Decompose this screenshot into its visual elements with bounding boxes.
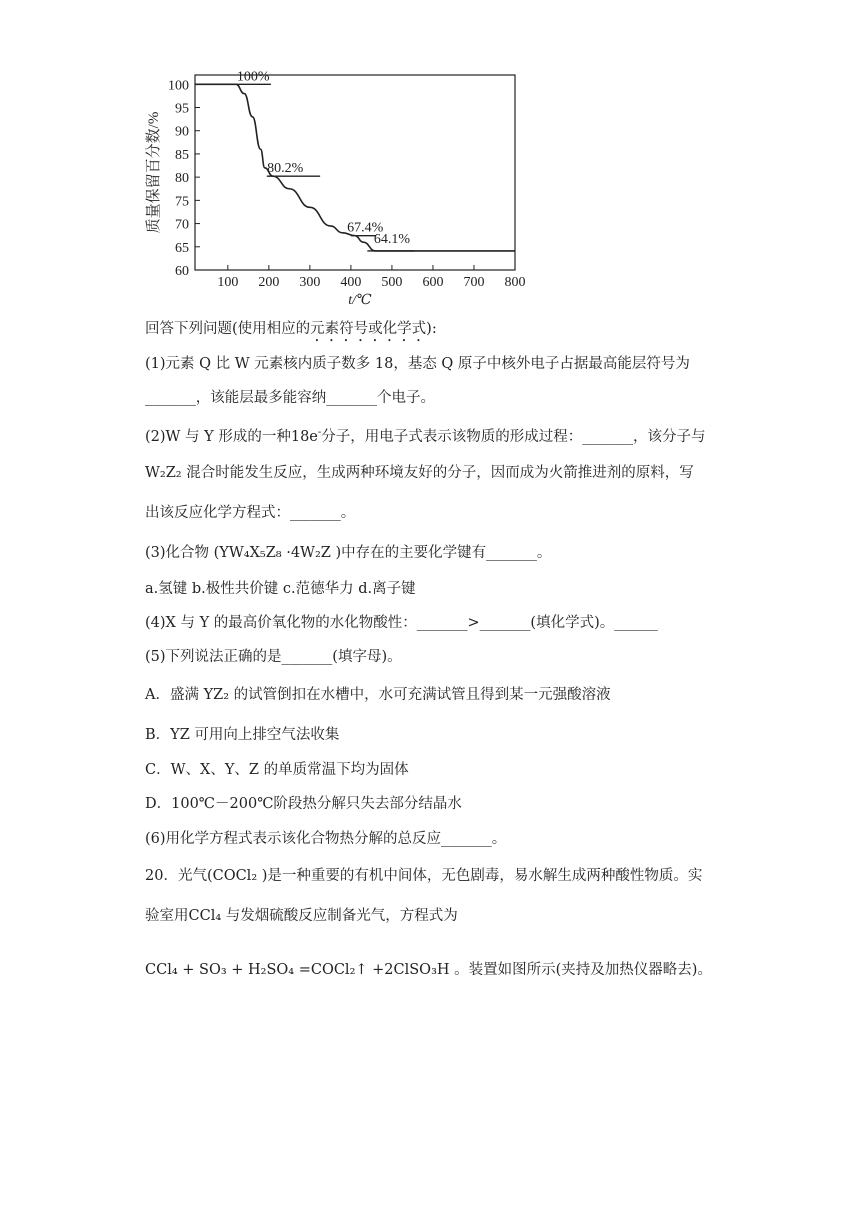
x-tick-label: 800 (504, 275, 526, 290)
q5-option-a (145, 685, 611, 705)
x-tick-label: 200 (258, 275, 280, 290)
q2-text-a2: 分子，用电子式表示该物质的形成过程：_______，该分子与 (321, 428, 706, 445)
y-tick-label: 75 (175, 194, 189, 210)
q1-line-2 (145, 388, 435, 408)
y-tick-label: 60 (175, 264, 189, 279)
q20-text-b: 验室用CCl₄ 与发烟硫酸反应制备光气，方程式为 (145, 908, 458, 924)
q4-line (145, 613, 658, 633)
x-axis-label: t/℃ (348, 293, 372, 308)
x-tick-label: 400 (340, 275, 362, 290)
q2-minus-sup: - (317, 427, 322, 438)
x-tick-label: 300 (299, 275, 321, 290)
q6-text: (6)用化学方程式表示该化合物热分解的总反应_______。 (145, 831, 507, 847)
q2-text-b: W₂Z₂ 混合时能发生反应，生成两种环境友好的分子，因而成为火箭推进剂的原料，写 (145, 465, 694, 481)
x-tick-label: 100 (217, 275, 239, 290)
x-tick-label: 700 (463, 275, 485, 290)
q5-option-c (145, 760, 409, 780)
q5-a-text: A．盛满 YZ₂ 的试管倒扣在水槽中，水可充满试管且得到某一元强酸溶液 (145, 687, 611, 703)
q2-text-c: 出该反应化学方程式：_______。 (145, 505, 356, 521)
q20-text-c: CCl₄ + SO₃ + H₂SO₄ =COCl₂↑ +2ClSO₃H 。装置如图所示(夹持及加热仪器略去)。 (145, 962, 712, 978)
y-axis-label: 质量保留百分数/% (146, 111, 162, 234)
plot-frame (195, 75, 515, 270)
q2-text-a1: (2)W 与 Y 形成的一种 (145, 428, 291, 445)
q3-options-text: a.氢键 b.极性共价键 c.范德华力 d.离子键 (145, 581, 416, 597)
thermogravimetric-chart (140, 70, 540, 310)
q20-line-1 (145, 866, 702, 886)
y-tick-label: 80 (175, 171, 189, 187)
q3-line (145, 543, 551, 563)
annotation-label: 80.2% (267, 161, 304, 177)
q5-d-text: D．100℃－200℃阶段热分解只失去部分结晶水 (145, 796, 462, 812)
chart-axes (195, 75, 515, 270)
x-tick-label: 500 (381, 275, 403, 290)
q20-text-a: 20．光气(COCl₂ )是一种重要的有机中间体，无色剧毒，易水解生成两种酸性物质。实 (145, 868, 703, 884)
intro-line (145, 319, 437, 345)
annotation-label: 64.1% (373, 231, 411, 247)
chart-ticks (168, 78, 526, 290)
q1-text-a: (1)元素 Q 比 W 元素核内质子数多 18，基态 Q 原子中核外电子占据最高能层符号为 (145, 356, 690, 372)
q20-line-3 (145, 960, 712, 980)
chart-svg (140, 70, 540, 310)
q1-text-b: _______，该能层最多能容纳_______个电子。 (145, 390, 435, 406)
q2-line-3 (145, 503, 355, 523)
q5-text: (5)下列说法正确的是_______(填字母)。 (145, 649, 402, 665)
q3-text: (3)化合物 (YW₄X₅Z₈ ·4W₂Z )中存在的主要化学键有_______。 (145, 545, 552, 561)
q2-18e: 18e (290, 428, 318, 445)
q2-line-1 (145, 423, 706, 447)
intro-text: 回答下列问题(使用相应的元素符号或化学式): (145, 321, 437, 337)
q20-line-2 (145, 906, 458, 926)
q6-line (145, 829, 506, 849)
annotation-label: 67.4% (347, 220, 384, 236)
q5-c-text: C．W、X、Y、Z 的单质常温下均为固体 (145, 762, 409, 778)
y-tick-label: 100 (168, 78, 189, 94)
q1-line-1 (145, 354, 690, 374)
q5-option-b (145, 725, 339, 745)
annotation-label: 100% (236, 69, 270, 85)
y-tick-label: 90 (175, 124, 189, 140)
q2-line-2 (145, 463, 694, 483)
q5-line (145, 647, 402, 667)
y-tick-label: 95 (175, 101, 189, 117)
y-tick-label: 65 (175, 240, 189, 256)
y-tick-label: 85 (175, 147, 189, 163)
q4-text: (4)X 与 Y 的最高价氧化物的水化物酸性：_______>_______(填化学式)。______ (145, 615, 658, 631)
q3-options (145, 579, 416, 599)
y-tick-label: 70 (175, 217, 189, 233)
q5-b-text: B．YZ 可用向上排空气法收集 (145, 727, 340, 743)
q5-option-d (145, 794, 462, 814)
x-tick-label: 600 (422, 275, 444, 290)
emphasis-text: 元素符号或化学式 (310, 321, 427, 337)
